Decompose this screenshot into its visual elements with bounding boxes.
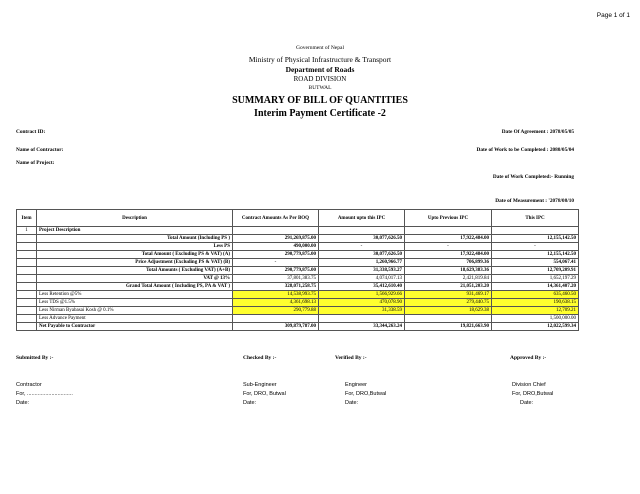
row-this: 14,361,407.20 [492,283,579,291]
row-ipc [319,315,405,323]
row-prev: 21,051,203.20 [405,283,492,291]
row-desc: VAT @ 13% [37,275,233,283]
engineer-label: Engineer [345,382,368,388]
row-this: 635,460.50 [492,291,579,299]
date-to-complete: Date of Work to be Completed : 2080/05/04 [476,147,574,153]
row-this: 190,638.15 [492,299,579,307]
row-prev [405,315,492,323]
government-label: Government of Nepal [296,45,344,51]
date-completed: Date of Work Completed:- Running [492,174,574,180]
deduction-row [17,307,579,315]
verified-by: Verified By :- [335,355,367,361]
col-this-ipc: This IPC [492,210,579,227]
row-ipc: 30,077,626.50 [319,251,405,259]
row-boq: 328,071,258.75 [233,283,319,291]
row-ipc: 4,074,017.13 [319,275,405,283]
row-this: 1,652,197.29 [492,275,579,283]
contractor-label: Contractor [16,382,42,388]
row-this: 12,022,599.34 [492,323,579,331]
row-prev: 279,440.75 [405,299,492,307]
row-desc: Less Advance Payment [37,315,233,323]
row-this: 12,709.21 [492,307,579,315]
date-measurement: Date of Measurement : '2078/08/10 [495,198,574,204]
date-division-chief: Date: [520,400,534,406]
department-label: Department of Roads [285,65,355,74]
location-label: BUTWAL [308,85,332,91]
row-ipc: - [319,243,405,251]
row-prev: 706,899.36 [405,259,492,267]
row-desc: Total Amount ( Excluding PS & VAT) (A) [37,251,233,259]
section-desc: Project Description [37,227,233,235]
division-label: ROAD DIVISION [293,75,347,83]
row-ipc: 35,412,610.40 [319,283,405,291]
table-row [17,243,579,251]
section-row [17,227,579,235]
row-boq: 4,361,698.13 [233,299,319,307]
row-boq: 14,538,993.75 [233,291,319,299]
row-desc: Total Amount (Including PS ) [37,235,233,243]
row-ipc: 1,566,929.66 [319,291,405,299]
row-desc: Net Payable to Contractor [37,323,233,331]
deduction-row [17,315,579,323]
row-prev: - [405,243,492,251]
row-this: 1,500,000.00 [492,315,579,323]
boq-table [16,209,579,331]
section-item: 1 [17,227,37,235]
row-boq: 290,779,875.00 [233,251,319,259]
table-row [17,283,579,291]
date-of-agreement: Date Of Agreement : 2078/05/05 [501,129,574,135]
row-this: - [492,243,579,251]
row-prev: 17,922,484.00 [405,251,492,259]
for-sub-engineer: For, DRO, Butwal [243,391,286,397]
row-desc: Less PS [37,243,233,251]
row-boq: 37,801,383.75 [233,275,319,283]
summary-title: SUMMARY OF BILL OF QUANTITIES [232,95,408,106]
row-prev: 18,629,383.36 [405,267,492,275]
col-previous: Upto Previous IPC [405,210,492,227]
row-this: 12,709,209.91 [492,267,579,275]
row-prev: 18,629.38 [405,307,492,315]
col-description: Description [37,210,233,227]
col-boq: Contract Amounts As Per BOQ [233,210,319,227]
row-desc: Total Amounts ( Excluding VAT) (A+B) [37,267,233,275]
ministry-label: Ministry of Physical Infrastructure & Transport [248,55,392,64]
row-prev: 19,821,663.90 [405,323,492,331]
row-ipc: 31,338,593.27 [319,267,405,275]
date-contractor: Date: [16,400,30,406]
row-boq: 309,879,787.00 [233,323,319,331]
row-prev: 931,469.17 [405,291,492,299]
checked-by: Checked By :- [243,355,277,361]
table-header-row [17,210,579,227]
approved-by: Approved By :- [510,355,547,361]
deduction-row [17,299,579,307]
table-row [17,235,579,243]
table-row [17,275,579,283]
for-division-chief: For, DRO,Butwal [512,391,554,397]
submitted-by: Submitted By :- [16,355,54,361]
row-prev: 2,421,819.84 [405,275,492,283]
row-prev: 17,922,484.00 [405,235,492,243]
contractor-name: Name of Contractor: [16,147,64,153]
contract-id: Contract ID: [16,129,46,135]
date-sub-engineer: Date: [243,400,257,406]
row-desc: Grand Total Amount ( Including PS, PA & VAT ) [37,283,233,291]
certificate-title: Interim Payment Certificate -2 [254,108,386,119]
row-boq: 290,779.88 [233,307,319,315]
date-engineer: Date: [345,400,359,406]
deduction-row [17,291,579,299]
table-row [17,251,579,259]
row-ipc: 33,344,263.24 [319,323,405,331]
table-row [17,267,579,275]
row-desc: Less TDS @1.5% [37,299,233,307]
row-this: 554,067.41 [492,259,579,267]
row-desc: Price Adjustment (Excluding PS & VAT) (B) [37,259,233,267]
row-ipc: 1,260,966.77 [319,259,405,267]
row-this: 12,155,142.50 [492,235,579,243]
row-desc: Less Nirman Byabasai Kosh @ 0.1% [37,307,233,315]
row-ipc: 31,338.59 [319,307,405,315]
division-chief-label: Division Chief [512,382,546,388]
row-ipc: 30,077,626.50 [319,235,405,243]
row-this: 12,155,142.50 [492,251,579,259]
row-boq: 291,269,875.00 [233,235,319,243]
project-name: Name of Project: [16,160,55,166]
row-ipc: 470,078.90 [319,299,405,307]
row-boq [233,315,319,323]
col-upto-ipc: Amount upto this IPC [319,210,405,227]
col-item: Item [17,210,37,227]
row-boq: 290,779,875.00 [233,267,319,275]
row-boq: 490,000.00 [233,243,319,251]
sub-engineer-label: Sub-Engineer [243,382,277,388]
for-contractor: For, .............................. [16,391,73,397]
net-payable-row [17,323,579,331]
page-number: Page 1 of 1 [596,12,630,19]
table-row [17,259,579,267]
row-desc: Less Retention @5% [37,291,233,299]
row-boq: - [233,259,319,267]
for-engineer: For, DRO,Butwal [345,391,387,397]
